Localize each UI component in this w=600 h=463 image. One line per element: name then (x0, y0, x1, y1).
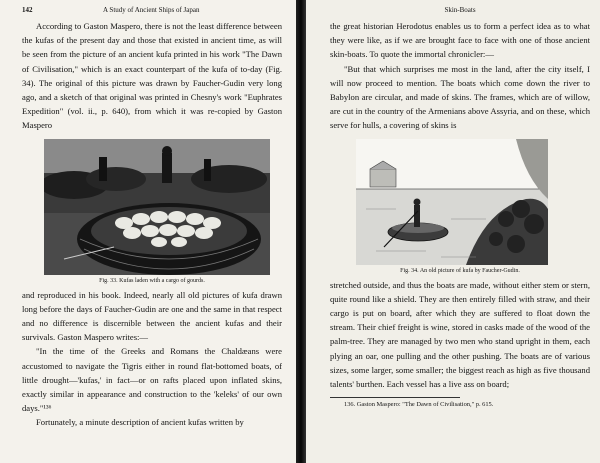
right-paragraph-2: stretched outside, and thus the boats are made, without either stem or stern, quite round like a shield. They are then entirely filled with straw, and their cargo is put on board, after which they are suffered to float down the stream. Their chief freight is wine, stored in casks made of the wood of the palm-tree. They are managed by two men who stand upright in them, each plying an oar, one pulling and the other pushing. The boats are of various sizes, some larger, some smaller; the biggest reach as high as five thousand talents' burthen. Each vessel has a live ass on board; (330, 279, 590, 390)
kufa-drawing (356, 139, 548, 265)
figure-33-caption: Fig. 33. Kufas laden with a cargo of gourds. (99, 277, 205, 284)
footnote-136: 136. Gaston Maspero: "The Dawn of Civilisation," p. 615. (344, 401, 494, 409)
right-running-header (330, 6, 590, 14)
figure-34 (330, 139, 590, 274)
running-head-title-right: Skin-Boats (444, 6, 476, 14)
footnote-rule (330, 397, 460, 398)
running-head-title: A Study of Ancient Ships of Japan (103, 6, 200, 14)
right-page (306, 0, 600, 463)
left-paragraph-3: Fortunately, a minute description of ancient kufas written by (36, 417, 244, 428)
kufa-drawing-illustration (356, 139, 548, 265)
left-quote: "In the time of the Greeks and Romans the Chaldæans were accustomed to navigate the Tigris either in round flat-bottomed boats, of little drought—'kufas,' in fact—or on rafts placed upon inflated skins, exactly similar in appearance and construction to the 'keleks' of our own days."¹³⁶ (22, 346, 282, 414)
kufas-photo-illustration (44, 139, 270, 275)
left-paragraph-2: and reproduced in his book. Indeed, nearly all old pictures of kufa drawn long before the days of Faucher-Gudin are one and the same in that respect and no difference is discernible between the ancient kufas and their survivals. Gaston Maspero writes:— (22, 289, 282, 343)
figure-33 (22, 139, 282, 284)
left-paragraph-1: According to Gaston Maspero, there is not the least difference between the kufas of the present day and those that existed in ancient time, as will be seen from the picture of an ancient kufa printed in his work "The Dawn of Civilisation," which is an exact counterpart of the kufa of to-day (Fig. 34). The original of this picture was drawn by Faucher-Gudin very long ago, and a sketch of that original was printed in Chesny's work "Euphrates Expedition" (vol. ii., p. 640), from which it was re-copied by Gaston Maspero (22, 21, 282, 131)
figure-34-caption: Fig. 34. An old picture of kufa by Faucher-Gudin. (400, 267, 520, 274)
right-paragraph-1: the great historian Herodotus enables us to form a perfect idea as to what they were like, as if we are brought face to face with one of those ancient skin-boats. To quote the immortal chronicler:— (330, 21, 590, 60)
left-running-header (22, 6, 282, 14)
kufas-photo (44, 139, 270, 275)
right-quote: "But that which surprises me most in the land, after the city itself, I will now proceed to mention. The boats which come down the river to Babylon are circular, and made of skins. The frames, which are of willow, are cut in the country of the Armenians above Assyria, and on these, which serve for hulls, a covering of skins is (330, 63, 590, 131)
page-number: 142 (22, 6, 33, 14)
left-page (0, 0, 296, 463)
book-gutter (296, 0, 306, 463)
